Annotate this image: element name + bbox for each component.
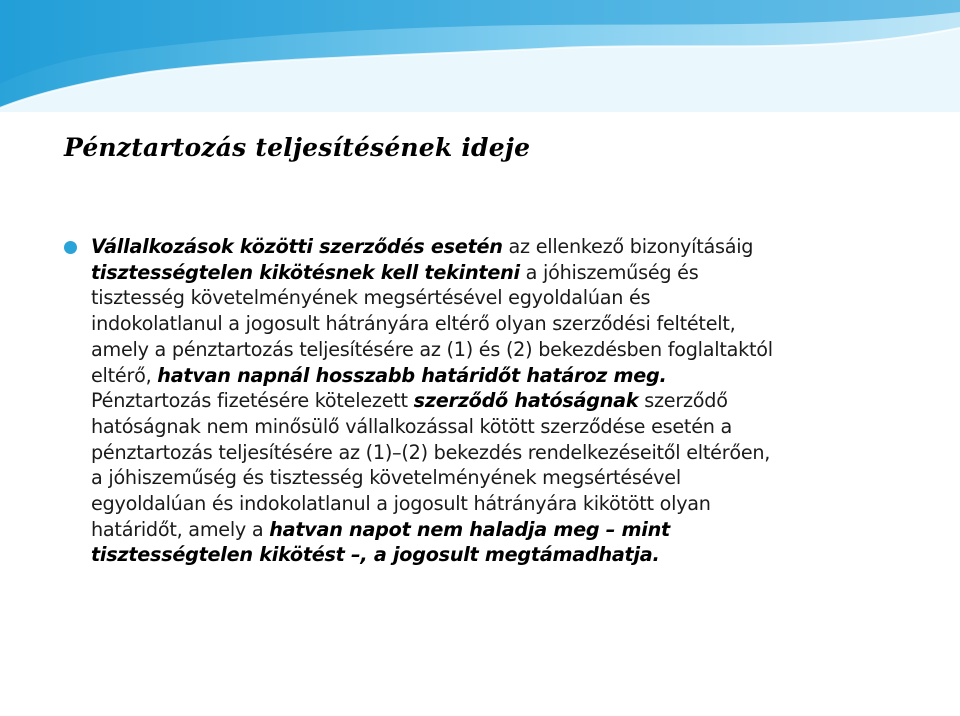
bullet-line bbox=[91, 440, 914, 466]
bullet-line bbox=[91, 517, 914, 543]
bullet-line bbox=[91, 311, 914, 337]
body-text: a jóhiszeműség és bbox=[519, 260, 699, 284]
bullet-line bbox=[91, 337, 914, 363]
emphasized-text: Vállalkozások közötti szerződés esetén bbox=[91, 235, 503, 258]
slide-title: Pénztartozás teljesítésének ideje bbox=[64, 133, 531, 162]
body-text: tisztesség követelményének megsértésével egyoldalúan és bbox=[91, 286, 651, 310]
body-text: az ellenkező bizonyításáig bbox=[502, 235, 754, 258]
bullet-line bbox=[91, 465, 914, 491]
emphasized-text: tisztességtelen kikötést –, a jogosult megtámadhatja. bbox=[91, 543, 660, 567]
body-text: hatóságnak nem minősülő vállalkozással kötött szerződése esetén a bbox=[91, 414, 733, 438]
bullet-line bbox=[91, 542, 914, 568]
body-text: egyoldalúan és indokolatlanul a jogosult hátrányára kikötött olyan bbox=[91, 492, 711, 516]
body-text: határidőt, amely a bbox=[91, 517, 270, 541]
emphasized-text: hatvan napot nem haladja meg – mint bbox=[269, 517, 670, 541]
bullet-line bbox=[91, 234, 914, 260]
header-banner bbox=[0, 0, 960, 112]
bullet-line bbox=[91, 491, 914, 517]
bullet-line bbox=[91, 363, 914, 389]
emphasized-text: szerződő hatóságnak bbox=[413, 389, 639, 413]
body-text: a jóhiszeműség és tisztesség követelményének megsértésével bbox=[91, 466, 681, 490]
body-text: indokolatlanul a jogosult hátrányára eltérő olyan szerződési feltételt, bbox=[91, 312, 736, 336]
body-text: Pénztartozás fizetésére kötelezett bbox=[91, 389, 414, 413]
emphasized-text: tisztességtelen kikötésnek kell tekinteni bbox=[91, 260, 520, 284]
bullet-text bbox=[91, 234, 914, 568]
banner-wave-graphic bbox=[0, 0, 960, 112]
bullet-dot-icon bbox=[64, 241, 77, 254]
bullet-line bbox=[91, 414, 914, 440]
body-text: pénztartozás teljesítésére az (1)–(2) bekezdés rendelkezéseitől eltérően, bbox=[91, 440, 771, 464]
emphasized-text: hatvan napnál hosszabb határidőt határoz meg. bbox=[157, 363, 667, 387]
slide-content bbox=[64, 234, 914, 568]
bullet-item bbox=[64, 234, 914, 568]
body-text: eltérő, bbox=[91, 363, 158, 387]
body-text: amely a pénztartozás teljesítésére az (1) és (2) bekezdésben foglaltaktól bbox=[91, 337, 773, 361]
bullet-line bbox=[91, 388, 914, 414]
bullet-line bbox=[91, 260, 914, 286]
body-text: szerződő bbox=[638, 389, 728, 413]
bullet-line bbox=[91, 285, 914, 311]
